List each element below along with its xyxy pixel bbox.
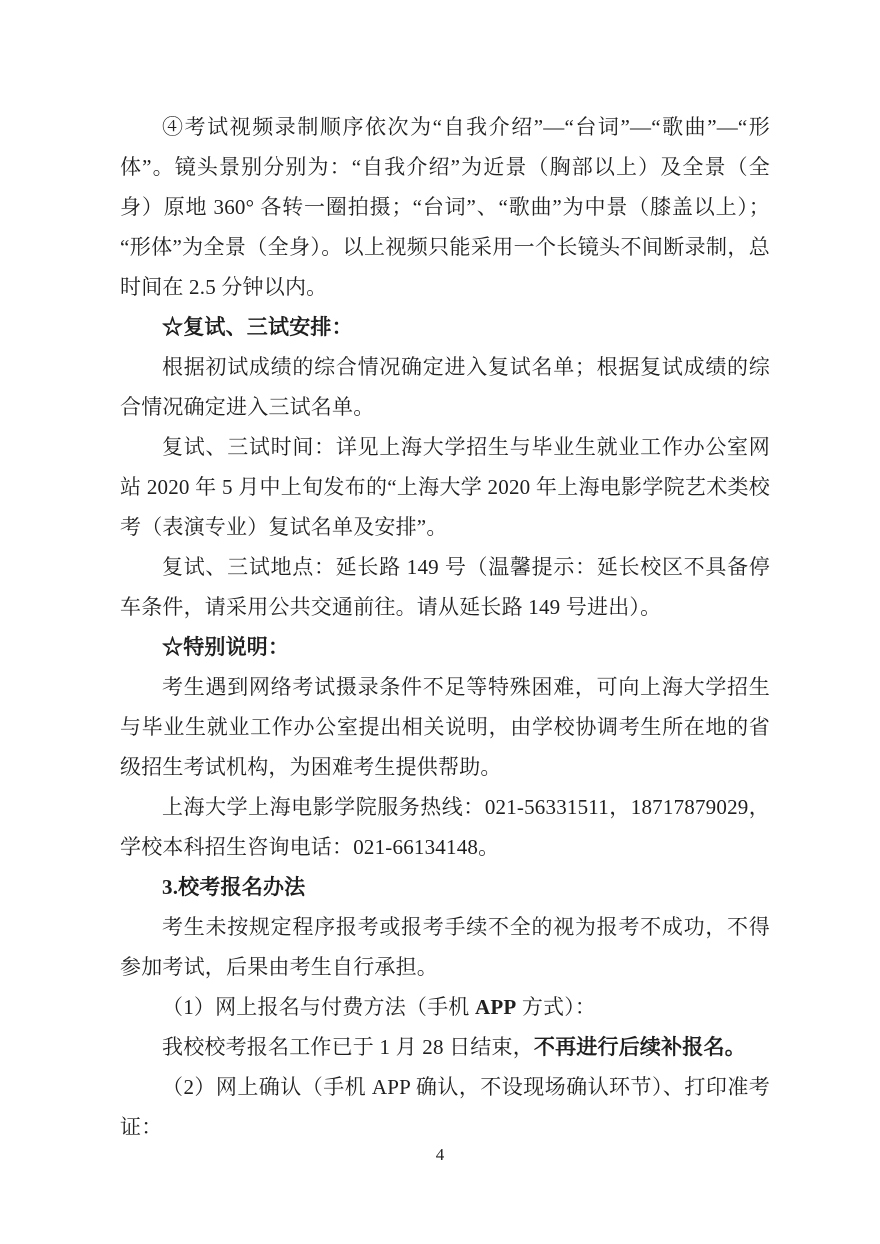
- text-run: APP: [474, 995, 517, 1019]
- text-run: ☆复试、三试安排：: [162, 315, 353, 339]
- paragraph: [120, 347, 770, 427]
- text-run: 3.校考报名办法: [162, 875, 306, 899]
- text-run: ☆特别说明：: [162, 635, 290, 659]
- text-run: 方式）：: [516, 995, 597, 1019]
- paragraph: [120, 1067, 770, 1147]
- paragraph: [120, 667, 770, 787]
- paragraph: [120, 107, 770, 307]
- text-run: （1）网上报名与付费方法（手机: [162, 995, 475, 1019]
- paragraph: [120, 547, 770, 627]
- text-run: 考生未按规定程序报考或报考手续不全的视为报考不成功，不得参加考试，后果由考生自行承担。: [120, 915, 770, 979]
- text-run: 我校校考报名工作已于 1 月 28 日结束，: [162, 1035, 534, 1059]
- text-run: （2）网上确认（手机 APP 确认，不设现场确认环节）、打印准考证：: [120, 1075, 770, 1139]
- page-number: 4: [435, 1145, 445, 1164]
- paragraph: [120, 1027, 770, 1067]
- text-run: 复试、三试时间：详见上海大学招生与毕业生就业工作办公室网站 2020 年 5 月中上旬发布的“上海大学 2020 年上海电影学院艺术类校考（表演专业）复试名单及安排”。: [120, 435, 770, 539]
- text-run: ④考试视频录制顺序依次为“自我介绍”—“台词”—“歌曲”—“形体”。镜头景别分别为：“自我介绍”为近景（胸部以上）及全景（全身）原地 360° 各转一圈拍摄；“台词”、“歌曲”为中景（膝盖以上）；“形体”为全景（全身）。以上视频只能采用一个长镜头不间断录制，总时间在 2.5 分钟以内。: [120, 115, 770, 299]
- section-heading: [120, 627, 770, 667]
- paragraph: [120, 987, 770, 1027]
- paragraph: [120, 787, 770, 867]
- section-heading: [120, 307, 770, 347]
- paragraph: [120, 427, 770, 547]
- text-run: 上海大学上海电影学院服务热线：021-56331511，18717879029，学校本科招生咨询电话：021-66134148。: [120, 795, 770, 859]
- document-body: [120, 107, 770, 1147]
- text-run: 复试、三试地点：延长路 149 号（温馨提示：延长校区不具备停车条件，请采用公共交通前往。请从延长路 149 号进出）。: [120, 555, 770, 619]
- text-run: 根据初试成绩的综合情况确定进入复试名单；根据复试成绩的综合情况确定进入三试名单。: [120, 355, 770, 419]
- text-run: 考生遇到网络考试摄录条件不足等特殊困难，可向上海大学招生与毕业生就业工作办公室提出相关说明，由学校协调考生所在地的省级招生考试机构，为困难考生提供帮助。: [120, 675, 770, 779]
- paragraph: [120, 907, 770, 987]
- text-run: 不再进行后续补报名。: [533, 1035, 746, 1059]
- section-heading: [120, 867, 770, 907]
